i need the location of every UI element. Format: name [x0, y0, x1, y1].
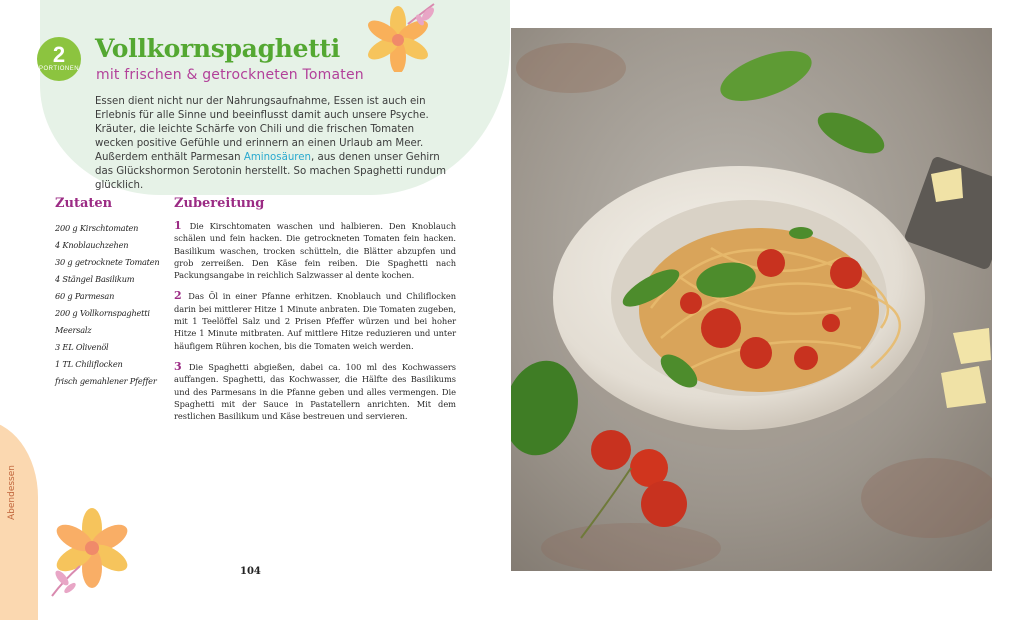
ingredient-item: 30 g getrocknete Tomaten	[55, 257, 160, 267]
portions-label: PORTIONEN	[38, 66, 80, 72]
intro-text-start: Essen dient nicht nur der Nahrungsaufnahme, Essen ist auch ein Erlebnis für alle Sinne und beeinflusst damit auch unsere Psyche. Kräuter, die leichte Schärfe von Chili und die frischen Tomaten wecken positive Gefühle und erinnern an einen Urlaub am Meer. Außerdem enthält Parmesan	[95, 96, 429, 163]
preparation-step	[174, 220, 456, 281]
portions-number: 2	[52, 42, 66, 67]
step-number: 2	[174, 289, 182, 303]
recipe-title: Vollkornspaghetti	[95, 34, 340, 63]
ingredient-item: Meersalz	[55, 325, 92, 335]
step-number: 1	[174, 219, 182, 232]
ingredient-item: 4 Stängel Basilikum	[55, 274, 135, 284]
section-label-text: Abendessen	[7, 465, 17, 520]
flower-decoration-icon	[42, 508, 132, 599]
step-text: Die Spaghetti abgießen, dabei ca. 100 ml des Kochwassers auffangen. Spaghetti, das Kochwasser, die Hälfte des Basilikums und des Parmesans in die Pfanne geben und alles vermengen. Die Spaghetti mit der Sauce in Pastatellern anrichten. Mit dem restlichen Basilikum und Käse bestreuen und servieren.	[174, 361, 456, 422]
section-label	[7, 460, 17, 520]
step-text: Das Öl in einer Pfanne erhitzen. Knoblauch und Chiliflocken darin bei mittlerer Hitze 1 Minute anbraten. Die Tomaten zugeben, mit 1 Teelöffel Salz und 2 Prisen Pfeffer würzen und bei hoher Hitze 1 Minute mitbraten. Auf mittlere Hitze reduzieren und unter häufigem Rühren kochen, bis die Tomaten weich werden.	[174, 291, 456, 351]
ingredients-list	[55, 220, 170, 390]
preparation-step	[174, 290, 456, 351]
spaghetti-photo	[511, 28, 992, 571]
ingredient-item: 1 TL Chiliflocken	[55, 359, 123, 369]
intro-highlight: Aminosäuren	[243, 152, 311, 163]
flower-decoration-icon	[368, 2, 440, 72]
preparation-heading: Zubereitung	[174, 196, 265, 211]
page-number: 104	[240, 566, 261, 577]
intro-paragraph	[95, 95, 450, 193]
ingredient-item: 3 EL Olivenöl	[55, 342, 109, 352]
ingredient-item: 4 Knoblauchzehen	[55, 240, 129, 250]
ingredients-heading: Zutaten	[55, 196, 113, 211]
ingredient-item: 200 g Vollkornspaghetti	[55, 308, 150, 318]
corner-background-blob	[0, 420, 38, 620]
step-number: 3	[174, 359, 182, 373]
intro-text-end: , aus denen unser Gehirn das Glückshormon Serotonin herstellt. So machen Spaghetti rundum glücklich.	[95, 152, 447, 191]
ingredient-item: frisch gemahlener Pfeffer	[55, 376, 157, 386]
step-text: Die Kirschtomaten waschen und halbieren. Den Knoblauch schälen und fein hacken. Die getrockneten Tomaten fein hacken. Basilikum waschen, trocken schütteln, die Blätter abzupfen und grob zerreißen. Den Käse fein reiben. Die Spaghetti nach Packungsangabe in reichlich Salzwasser al dente kochen.	[174, 221, 456, 281]
ingredient-item: 60 g Parmesan	[55, 291, 115, 301]
preparation-step	[174, 361, 456, 422]
portions-badge	[37, 37, 81, 81]
ingredient-item: 200 g Kirschtomaten	[55, 223, 139, 233]
preparation-steps	[174, 220, 456, 431]
recipe-subtitle: mit frischen & getrockneten Tomaten	[96, 67, 364, 83]
